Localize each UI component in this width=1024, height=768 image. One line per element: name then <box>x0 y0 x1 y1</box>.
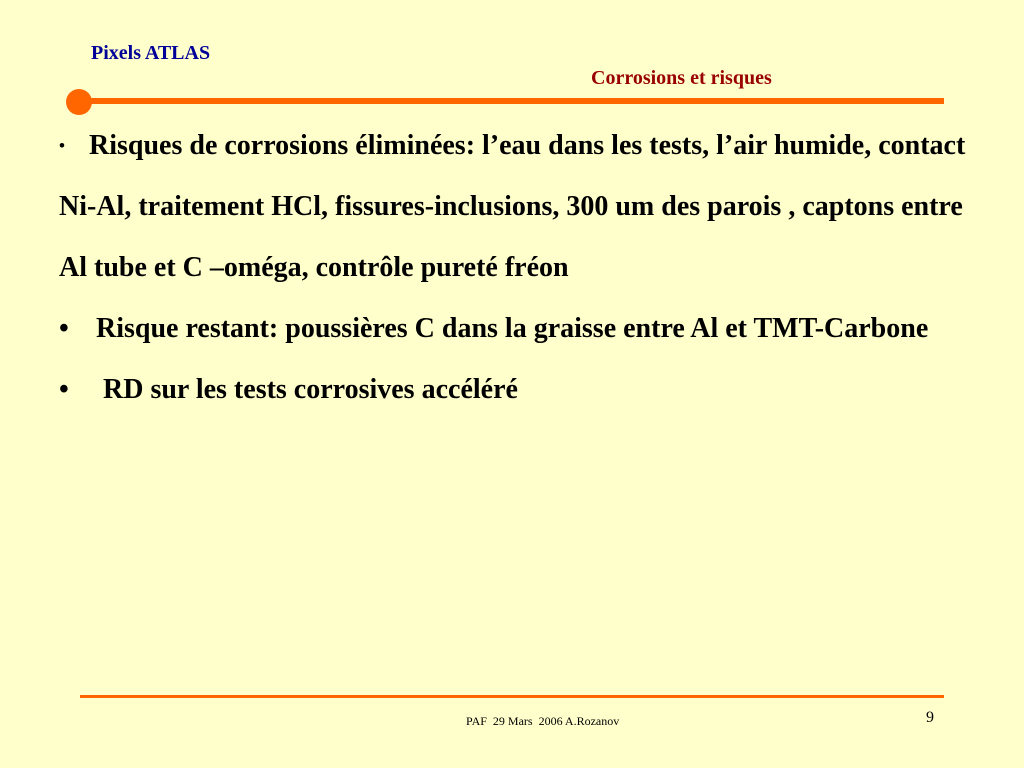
bullet-text-1: Risques de corrosions éliminées: l’eau dans les tests, l’air humide, contact Ni-Al, traitement HCl, fissures-inclusions, 300 um des parois , captons entre Al tube et C –oméga, contrôle pureté fréon <box>59 130 966 283</box>
bullet-item-3 <box>59 359 979 420</box>
bullet-text-3: RD sur les tests corrosives accéléré <box>96 374 518 405</box>
page-number: 9 <box>926 709 934 726</box>
footer-text: PAF 29 Mars 2006 A.Rozanov <box>466 714 620 728</box>
bottom-divider-line <box>80 695 944 698</box>
bullet-icon: • <box>59 313 69 344</box>
bullet-icon: • <box>59 374 69 405</box>
bullet-text-2: Risque restant: poussières C dans la graisse entre Al et TMT-Carbone <box>96 313 929 344</box>
top-divider-line <box>78 98 944 104</box>
presentation-title: Pixels ATLAS <box>91 42 211 64</box>
slide-body <box>59 115 979 420</box>
top-divider-dot <box>66 89 92 115</box>
slide-title: Corrosions et risques <box>591 67 772 89</box>
bullet-item-1 <box>59 115 979 298</box>
bullet-item-2 <box>59 298 979 359</box>
bullet-icon: • <box>59 136 65 155</box>
